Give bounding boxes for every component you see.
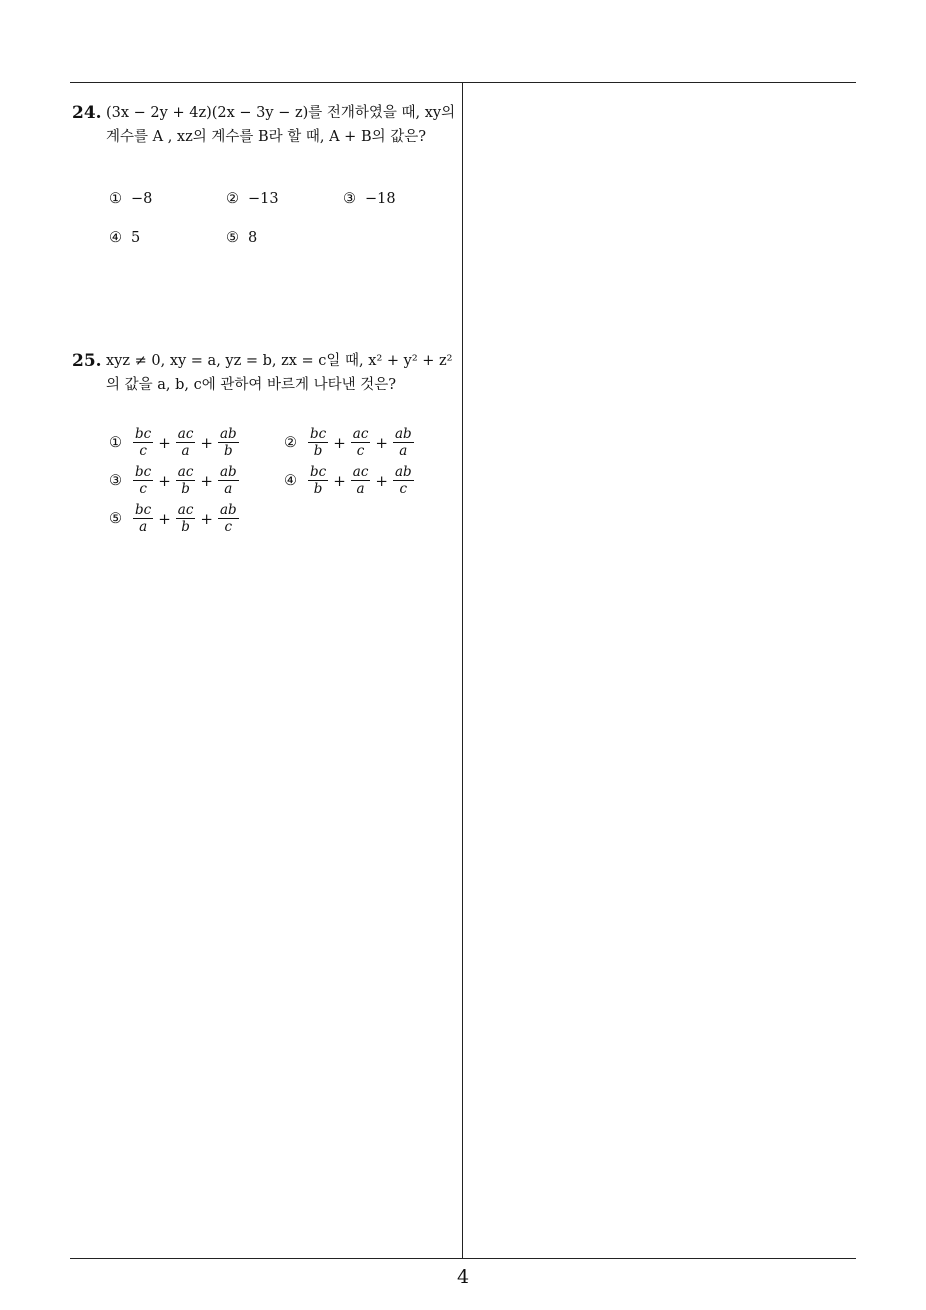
numerator: ac bbox=[352, 426, 369, 442]
denominator: b bbox=[181, 481, 190, 497]
choice-1[interactable] bbox=[109, 427, 241, 458]
plus-operator: + bbox=[200, 509, 213, 528]
denominator: b bbox=[313, 443, 323, 459]
plus-operator: + bbox=[158, 471, 171, 490]
numerator: ac bbox=[177, 464, 194, 480]
choice-mark: ① bbox=[109, 434, 122, 451]
fraction bbox=[218, 465, 239, 496]
choice-text: 8 bbox=[248, 230, 258, 246]
denominator: c bbox=[399, 481, 408, 497]
numerator: ac bbox=[177, 502, 194, 518]
fraction bbox=[308, 427, 328, 458]
plus-operator: + bbox=[375, 433, 388, 452]
fraction bbox=[351, 465, 371, 496]
problem-stem bbox=[106, 101, 462, 149]
stem-line: (3x − 2y + 4z)(2x − 3y − z)를 전개하였을 때, xy의 bbox=[106, 105, 456, 121]
denominator: b bbox=[223, 443, 233, 459]
denominator: a bbox=[224, 481, 233, 497]
choice-mark: ② bbox=[226, 191, 239, 207]
choice-mark: ② bbox=[284, 434, 297, 451]
numerator: ab bbox=[219, 426, 237, 442]
choice-2[interactable] bbox=[226, 187, 279, 211]
fraction bbox=[133, 465, 153, 496]
fraction bbox=[393, 465, 414, 496]
choice-3[interactable] bbox=[109, 465, 241, 496]
column-divider bbox=[462, 82, 463, 1258]
plus-operator: + bbox=[333, 471, 346, 490]
numerator: bc bbox=[135, 502, 152, 518]
fraction bbox=[218, 427, 239, 458]
choice-mark: ③ bbox=[109, 472, 122, 489]
denominator: c bbox=[139, 481, 147, 497]
stem-line: 의 값을 a, b, c에 관하여 바르게 나타낸 것은? bbox=[106, 377, 397, 393]
choice-mark: ④ bbox=[109, 230, 122, 246]
problem-stem bbox=[106, 349, 462, 397]
choice-text: −18 bbox=[365, 191, 396, 207]
denominator: b bbox=[181, 519, 190, 535]
plus-operator: + bbox=[158, 509, 171, 528]
choice-1[interactable] bbox=[109, 187, 152, 211]
fraction bbox=[176, 503, 196, 534]
numerator: ab bbox=[219, 464, 237, 480]
denominator: a bbox=[356, 481, 365, 497]
fraction bbox=[176, 427, 196, 458]
fraction bbox=[393, 427, 414, 458]
numerator: bc bbox=[310, 464, 327, 480]
choice-3[interactable] bbox=[343, 187, 396, 211]
numerator: bc bbox=[135, 464, 152, 480]
numerator: ab bbox=[219, 502, 237, 518]
plus-operator: + bbox=[333, 433, 346, 452]
denominator: c bbox=[356, 443, 365, 459]
choice-text: 5 bbox=[131, 230, 141, 246]
numerator: ab bbox=[394, 464, 412, 480]
denominator: a bbox=[139, 519, 148, 535]
fraction bbox=[351, 427, 371, 458]
choice-mark: ③ bbox=[343, 191, 356, 207]
numerator: bc bbox=[135, 426, 152, 442]
numerator: bc bbox=[310, 426, 327, 442]
fraction-expression bbox=[131, 465, 241, 496]
fraction bbox=[133, 427, 153, 458]
denominator: b bbox=[313, 481, 323, 497]
choice-5[interactable] bbox=[109, 503, 241, 534]
fraction-expression bbox=[131, 503, 241, 534]
page-number: 4 bbox=[456, 1266, 470, 1288]
choice-mark: ⑤ bbox=[226, 230, 239, 246]
denominator: a bbox=[399, 443, 408, 459]
top-rule bbox=[70, 82, 856, 83]
choice-4[interactable] bbox=[109, 226, 140, 250]
stem-line: xyz ≠ 0, xy = a, yz = b, zx = c일 때, x² + y² + z² bbox=[106, 353, 453, 369]
choice-mark: ④ bbox=[284, 472, 297, 489]
answer-choices bbox=[109, 427, 459, 547]
plus-operator: + bbox=[200, 471, 213, 490]
denominator: a bbox=[181, 443, 190, 459]
denominator: c bbox=[139, 443, 147, 459]
problem-number: 24. bbox=[72, 103, 102, 123]
denominator: c bbox=[224, 519, 233, 535]
fraction bbox=[218, 503, 239, 534]
plus-operator: + bbox=[158, 433, 171, 452]
choice-4[interactable] bbox=[284, 465, 416, 496]
choice-mark: ⑤ bbox=[109, 510, 122, 527]
fraction bbox=[176, 465, 196, 496]
choice-5[interactable] bbox=[226, 226, 257, 250]
fraction-expression bbox=[306, 427, 416, 458]
choice-text: −13 bbox=[248, 191, 279, 207]
bottom-rule bbox=[70, 1258, 856, 1259]
numerator: ab bbox=[394, 426, 412, 442]
plus-operator: + bbox=[375, 471, 388, 490]
fraction bbox=[133, 503, 153, 534]
stem-line: 계수를 A , xz의 계수를 B라 할 때, A + B의 값은? bbox=[106, 129, 427, 145]
answer-choices bbox=[109, 187, 459, 257]
numerator: ac bbox=[177, 426, 194, 442]
plus-operator: + bbox=[200, 433, 213, 452]
fraction bbox=[308, 465, 328, 496]
choice-text: −8 bbox=[131, 191, 153, 207]
numerator: ac bbox=[352, 464, 369, 480]
fraction-expression bbox=[131, 427, 241, 458]
choice-2[interactable] bbox=[284, 427, 416, 458]
choice-mark: ① bbox=[109, 191, 122, 207]
problem-number: 25. bbox=[72, 351, 102, 371]
fraction-expression bbox=[306, 465, 416, 496]
